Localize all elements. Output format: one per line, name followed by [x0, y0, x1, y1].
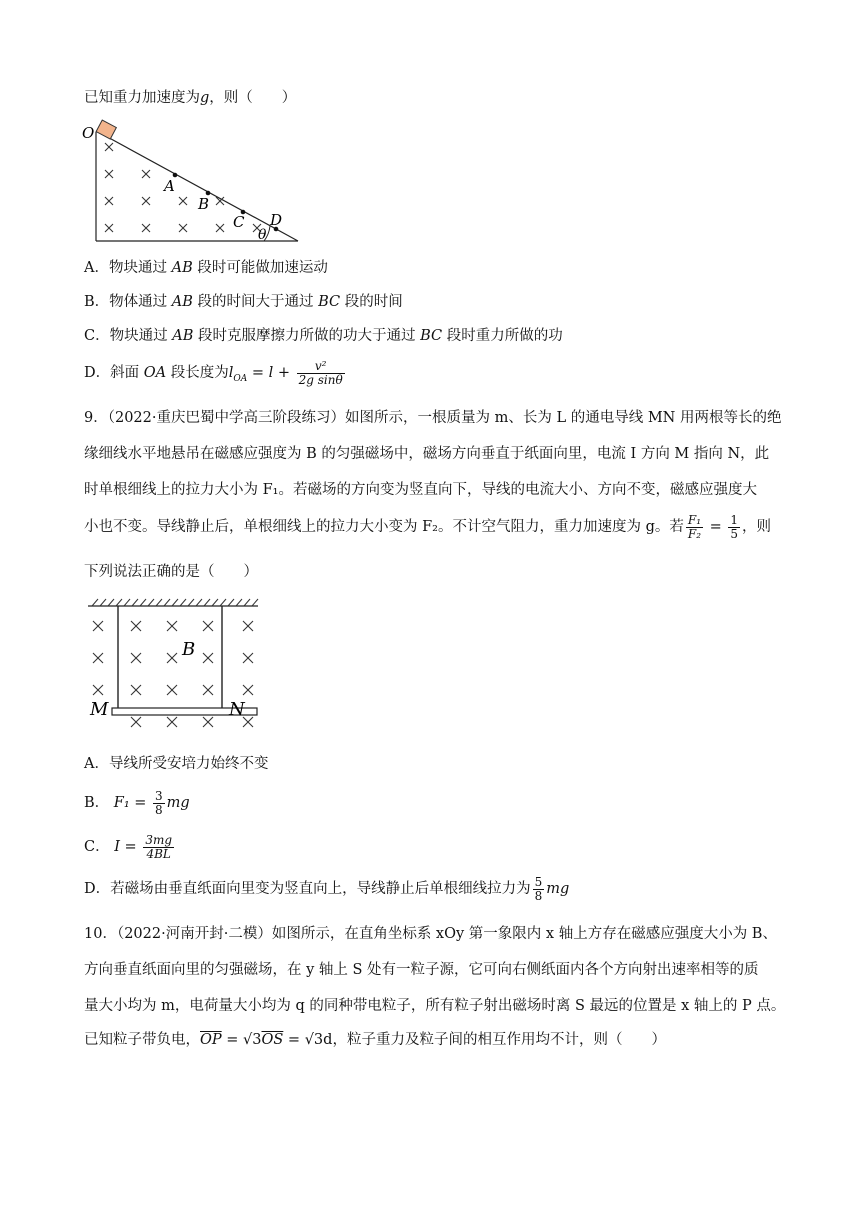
q8-option-d-fraction — [297, 360, 345, 387]
q9-option-a — [84, 754, 268, 774]
q9-ratio-val-num: 1 — [730, 512, 739, 527]
q10-number: 10． — [84, 926, 117, 942]
q9-ratio-num: F₁ — [687, 512, 702, 527]
q9-option-a-letter: A． — [84, 756, 109, 772]
q9-option-c-fraction — [143, 834, 174, 861]
q8-label-c: C — [233, 213, 245, 231]
q8-option-b — [84, 292, 403, 312]
q8-incline-figure — [80, 118, 310, 248]
q8-option-d-num: v² — [297, 360, 345, 374]
q8-option-a-pre: 物块通过 — [108, 260, 167, 276]
q9-option-d — [84, 874, 569, 904]
q9-number: 9． — [84, 410, 108, 426]
q8-label-b: B — [198, 195, 210, 213]
q8-option-c-seg2: BC — [420, 328, 443, 344]
q9-ratio-value — [728, 514, 740, 541]
q8-option-b-letter: B． — [84, 294, 110, 310]
q8-option-a-letter: A． — [84, 260, 109, 276]
q9-option-a-text: 导线所受安培力始终不变 — [108, 756, 269, 772]
q8-option-d-rhs: = l + — [251, 365, 291, 381]
q8-option-a-post: 段时可能做加速运动 — [197, 260, 328, 276]
q9-option-c-den: 4BL — [146, 846, 171, 861]
q9-option-d-tail: mg — [546, 881, 570, 897]
q9-line4: 小也不变。导线静止后，单根细线上的拉力大小变为 F₂。不计空气阻力，重力加速度为 g。若 $\frac{\text{F₁}}{\text{F₂}}$ = $\frac{1}{5}$ ，则 — [84, 512, 772, 541]
q8-option-d-den: 2g sinθ — [298, 372, 343, 387]
q8-option-d-letter: D． — [84, 365, 111, 381]
q9-option-b-lhs: F₁ = — [113, 795, 147, 811]
q8-stem-text: 已知重力加速度为 — [84, 90, 200, 106]
q8-option-c-mid: 段时克服摩擦力所做的功大于通过 — [197, 328, 416, 344]
q10-line4-pre: 已知粒子带负电， — [84, 1032, 200, 1048]
q8-option-a-seg: AB — [171, 260, 193, 276]
q9-ratio-fraction — [686, 514, 703, 541]
q8-label-a: A — [164, 177, 175, 195]
q9-option-b-den: 8 — [155, 802, 163, 817]
q10-source: （2022·河南开封·二模） — [116, 926, 272, 942]
q9-line4-post: ，则 — [742, 519, 772, 535]
q9-ratio-den: F₂ — [687, 526, 702, 541]
q9-line2: 缘细线水平地悬吊在磁感应强度为 B 的匀强磁场中，磁场方向垂直于纸面向里，电流 I 方向 M 指向 N，此 — [84, 446, 770, 462]
q8-option-b-seg1: AB — [171, 294, 193, 310]
q9-option-b — [84, 788, 190, 818]
q8-g: g — [200, 90, 210, 106]
q9-option-b-num: 3 — [155, 788, 163, 803]
q8-label-o: O — [82, 124, 95, 142]
q9-line4-pre: 小也不变。导线静止后，单根细线上的拉力大小变为 F₂。不计空气阻力，重力加速度为 g。若 — [84, 519, 684, 535]
q10-op: $\overline{OP}$ — [200, 1032, 222, 1048]
q9-option-d-num: 5 — [534, 874, 543, 889]
q8-option-c-pre: 物块通过 — [109, 328, 168, 344]
q9-option-d-text: 若磁场由垂直纸面向里变为竖直向上，导线静止后单根细线拉力为 — [110, 881, 531, 897]
q9-line1 — [84, 408, 784, 428]
q10-line1-text: 如图所示，在直角坐标系 xOy 第一象限内 x 轴上方存在磁感应强度大小为 B、 — [271, 926, 777, 942]
q9-line1-text: 如图所示，一根质量为 m、长为 L 的通电导线 MN 用两根等长的绝 — [345, 410, 782, 426]
q10-line4-post: ，粒子重力及粒子间的相互作用均不计，则（ ） — [332, 1032, 666, 1048]
q10-line3: 量大小均为 m，电荷量大小均为 q 的同种带电粒子，所有粒子射出磁场时离 S 最远的位置是 x 轴上的 P 点。 — [84, 998, 786, 1014]
q8-stem-end — [84, 88, 296, 108]
q8-option-d-seg: OA — [143, 365, 167, 381]
q9-option-b-fraction — [153, 790, 165, 817]
q9-source: （2022·重庆巴蜀中学高三阶段练习） — [107, 410, 345, 426]
q10-os: $\overline{OS}$ — [261, 1032, 284, 1048]
q9-option-c — [84, 832, 176, 862]
q8-option-c-seg1: AB — [172, 328, 194, 344]
q9-option-d-den: 8 — [534, 888, 543, 903]
q8-option-d-pre: 斜面 — [110, 365, 140, 381]
q9-option-c-lhs: I = — [114, 839, 137, 855]
q9-line5: 下列说法正确的是（ ） — [84, 564, 258, 580]
q9-option-c-num: 3mg — [145, 832, 173, 847]
q8-option-c-letter: C． — [84, 328, 110, 344]
q8-option-d-l: l — [228, 365, 234, 381]
q8-option-b-post: 段的时间 — [344, 294, 403, 310]
q10-line1 — [84, 924, 784, 944]
q8-option-c-post: 段时重力所做的功 — [446, 328, 563, 344]
q10-eq1: = √3 — [221, 1032, 262, 1048]
q9-label-n: N — [229, 699, 245, 720]
q9-option-b-tail: mg — [166, 795, 190, 811]
q8-option-b-mid: 段的时间大于通过 — [197, 294, 314, 310]
q8-stem-bracket: ，则（ ） — [209, 90, 297, 106]
q8-option-d-sub: OA — [233, 373, 248, 384]
q8-label-theta: θ — [258, 227, 267, 243]
q9-option-b-letter: B． — [84, 795, 110, 811]
q9-line3: 时单根细线上的拉力大小为 F₁。若磁场的方向变为竖直向下，导线的电流大小、方向不变，磁感应强度大 — [84, 482, 757, 498]
q9-option-c-letter: C． — [84, 839, 110, 855]
q8-option-d — [84, 358, 347, 394]
q8-label-d: D — [270, 211, 283, 229]
q10-line4 — [84, 1030, 784, 1050]
q10-line2: 方向垂直纸面向里的匀强磁场，在 y 轴上 S 处有一粒子源，它可向右侧纸面内各个方向射出速率相等的质 — [84, 962, 759, 978]
q8-option-b-pre: 物体通过 — [109, 294, 168, 310]
q8-option-d-mid: 段长度为 — [170, 365, 229, 381]
q9-option-d-fraction — [533, 876, 545, 903]
q9-wire-figure — [82, 598, 272, 748]
q9-option-d-letter: D． — [84, 881, 111, 897]
q8-option-a — [84, 258, 328, 278]
q8-option-b-seg2: BC — [318, 294, 341, 310]
q10-eq2: = √3d — [283, 1032, 333, 1048]
q9-label-b: B — [182, 639, 196, 660]
q9-ratio-val-den: 5 — [730, 526, 739, 541]
q9-label-m: M — [90, 699, 109, 720]
q8-option-c — [84, 326, 563, 346]
